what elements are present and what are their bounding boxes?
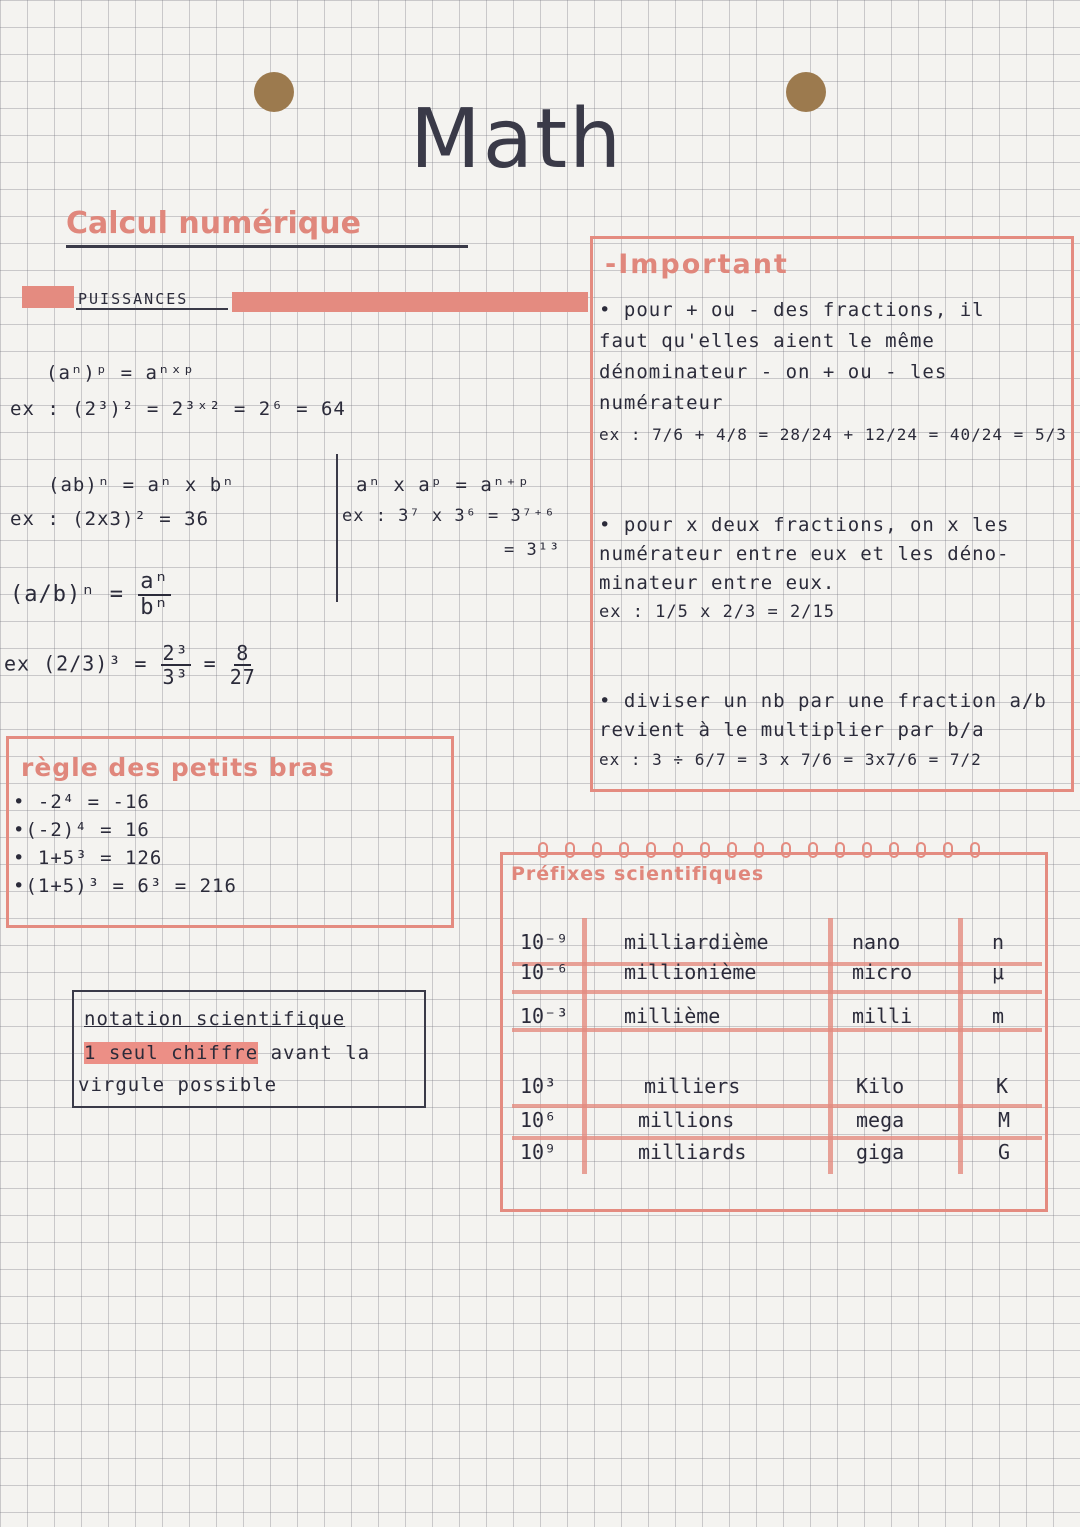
prefix-symbol: μ: [992, 960, 1005, 984]
prefix-power: 10⁻³: [520, 1004, 569, 1028]
prefix-power: 10⁶: [520, 1108, 557, 1132]
example-quotient-lhs: ex (2/3)³ =: [4, 651, 148, 676]
important-para-1-line: numérateur: [599, 392, 724, 414]
important-para-3-line: revient à le multiplier par b/a: [599, 719, 985, 741]
important-para-2-line: numérateur entre eux et les déno-: [599, 543, 1010, 565]
petits-bras-item: • -2⁴ = -16: [13, 791, 150, 813]
example-quotient-numerator: 2³: [162, 641, 189, 665]
important-box: [590, 236, 1074, 792]
section-title-text: Calcul numérique: [66, 206, 361, 241]
notation-line-2: [84, 1042, 370, 1064]
prefix-symbol: m: [992, 1004, 1005, 1028]
prefix-name: milliards: [638, 1140, 747, 1164]
important-title: -Important: [605, 249, 789, 280]
prefix-prefix: giga: [856, 1140, 905, 1164]
prefix-row: [512, 1004, 1042, 1032]
example-product-same-base-result: = 3¹³: [504, 540, 561, 560]
prefix-name: millionième: [624, 960, 757, 984]
prefix-symbol: M: [998, 1108, 1011, 1132]
important-para-3: [599, 687, 1047, 774]
prefix-name: millième: [624, 1004, 721, 1028]
important-para-2-line: • pour x deux fractions, on x les: [599, 514, 1010, 536]
petits-bras-item: •(1+5)³ = 6³ = 216: [13, 875, 237, 897]
example-quotient-result-numerator: 8: [236, 641, 250, 665]
important-para-1-line: dénominateur - on + ou - les: [599, 361, 948, 383]
rule-quotient-denominator: bⁿ: [140, 595, 169, 621]
rule-power-of-power: (aⁿ)ᵖ = aⁿˣᵖ: [46, 362, 196, 384]
important-para-2-line: minateur entre eux.: [599, 572, 836, 594]
prefix-prefix: nano: [852, 930, 901, 954]
page-title: Math: [410, 92, 624, 187]
prefix-power: 10³: [520, 1074, 557, 1098]
important-para-3-line: • diviser un nb par une fraction a/b: [599, 690, 1047, 712]
notation-line-1: notation scientifique: [84, 1008, 346, 1030]
important-para-2: [599, 511, 1010, 627]
important-para-1-line: • pour + ou - des fractions, il: [599, 299, 985, 321]
prefix-power: 10⁻⁹: [520, 930, 569, 954]
prefix-prefix: Kilo: [856, 1074, 905, 1098]
example-quotient-fraction: [161, 642, 191, 688]
petits-bras-item: •(-2)⁴ = 16: [13, 819, 150, 841]
important-para-2-example: ex : 1/5 x 2/3 = 2/15: [599, 602, 835, 622]
example-quotient-equals: =: [203, 651, 217, 676]
prefix-name: millions: [638, 1108, 735, 1132]
notation-line-2-rest: avant la: [258, 1042, 371, 1064]
prefix-symbol: K: [996, 1074, 1009, 1098]
prefix-row: [512, 930, 1042, 958]
important-para-1-line: faut qu'elles aient le même: [599, 330, 935, 352]
column-divider: [336, 454, 338, 602]
important-para-1: [599, 295, 1067, 450]
important-para-1-example: ex : 7/6 + 4/8 = 28/24 + 12/24 = 40/24 = 5/3: [599, 425, 1067, 444]
puissances-bar-right: [232, 292, 588, 312]
example-product-same-base: ex : 3⁷ x 3⁶ = 3⁷⁺⁶: [342, 506, 556, 526]
binder-hole-right: [786, 72, 826, 112]
prefix-prefix: micro: [852, 960, 913, 984]
notation-box: [72, 990, 426, 1108]
example-quotient-result-denominator: 27: [229, 665, 256, 689]
prefixes-title: Préfixes scientifiques: [511, 863, 765, 885]
example-quotient-denominator: 3³: [162, 665, 189, 689]
section-title: [66, 206, 468, 248]
prefix-row: [512, 1140, 1042, 1168]
prefix-name: milliardième: [624, 930, 769, 954]
petits-bras-title: règle des petits bras: [21, 753, 335, 782]
rule-quotient-power: [10, 570, 171, 620]
binder-hole-left: [254, 72, 294, 112]
puissances-bar-left: [22, 286, 74, 308]
prefix-symbol: n: [992, 930, 1005, 954]
puissances-underline: [76, 308, 228, 310]
prefix-row: [512, 1108, 1042, 1136]
prefix-row: [512, 1074, 1042, 1102]
petits-bras-box: [6, 736, 454, 928]
prefix-row: [512, 960, 1042, 988]
prefix-name: milliers: [644, 1074, 741, 1098]
rule-product-power: (ab)ⁿ = aⁿ x bⁿ: [48, 474, 235, 496]
notation-highlight: 1 seul chiffre: [84, 1042, 259, 1064]
rule-product-same-base: aⁿ x aᵖ = aⁿ⁺ᵖ: [356, 474, 531, 496]
example-power-of-power: ex : (2³)² = 2³ˣ² = 2⁶ = 64: [10, 398, 346, 420]
rule-quotient-fraction: [138, 570, 171, 620]
notation-line-3: virgule possible: [78, 1074, 278, 1096]
puissances-header: PUISSANCES: [78, 290, 189, 308]
example-product-power: ex : (2x3)² = 36: [10, 508, 210, 530]
rule-quotient-lhs: (a/b)ⁿ =: [10, 582, 124, 608]
rule-quotient-numerator: aⁿ: [138, 570, 171, 596]
prefix-prefix: mega: [856, 1108, 905, 1132]
prefix-power: 10⁻⁶: [520, 960, 569, 984]
prefix-prefix: milli: [852, 1004, 913, 1028]
prefix-power: 10⁹: [520, 1140, 557, 1164]
petits-bras-list: [13, 791, 237, 903]
example-quotient-result: [230, 642, 256, 688]
prefix-symbol: G: [998, 1140, 1011, 1164]
important-para-3-example: ex : 3 ÷ 6/7 = 3 x 7/6 = 3x7/6 = 7/2: [599, 750, 982, 769]
example-quotient-power: [4, 642, 256, 688]
petits-bras-item: • 1+5³ = 126: [13, 847, 163, 869]
prefix-row-line: [512, 990, 1042, 994]
